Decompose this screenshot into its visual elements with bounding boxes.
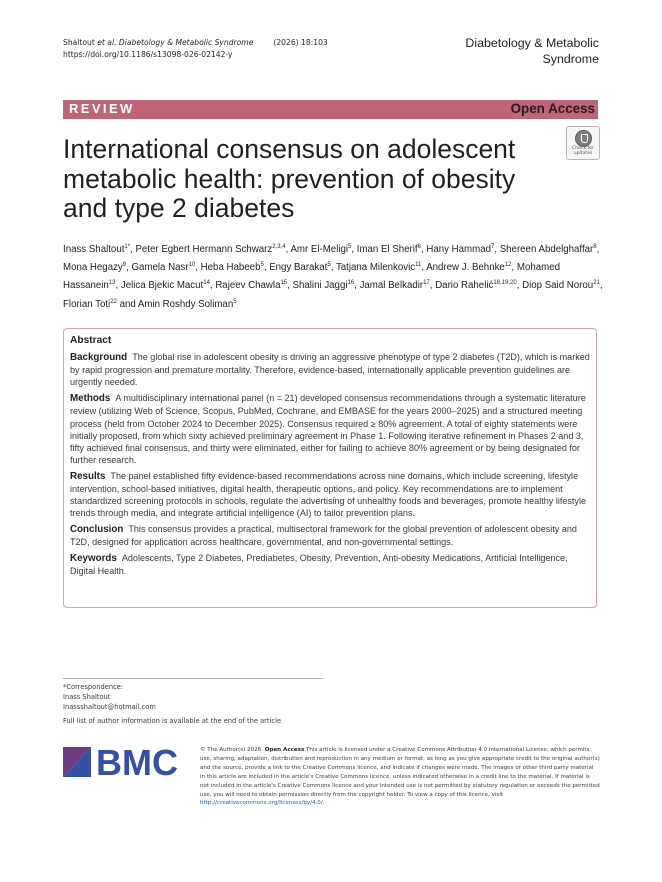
journal-name-line1: Diabetology & Metabolic [465,36,599,50]
section-label: Methods [70,393,111,405]
license-link[interactable]: http://creativecommons.org/licenses/by/4.0/ [200,800,323,807]
author [293,280,355,291]
author-name: Inass Shaltout [63,244,125,255]
citation-journal: Diabetology & Metabolic Syndrome [118,38,254,47]
author-name: Dario Rahelić [435,280,494,292]
author [522,280,600,291]
author-name: Gamela Nasr [131,262,189,274]
author-name: Diop Said Norou [522,280,594,292]
author-affiliation: 9 [122,262,127,269]
abstract-methods [70,392,590,466]
author-name: Tatjana Milenkovic [335,262,416,274]
correspondence-name: Inass Shaltout [63,693,111,702]
author-affiliation: 7 [490,244,495,250]
author-name: Heba Habeeb [200,262,261,274]
author [121,280,210,291]
author [201,262,264,273]
correspondence-label: *Correspondence: [63,683,124,691]
author-affiliation: 2,3,4 [272,244,286,250]
correspondence [63,682,156,713]
author-affiliation: 17 [423,280,430,287]
author [500,244,597,255]
author-affiliation: 5 [327,262,331,269]
author-affiliation: 5 [233,298,237,305]
section-label: Results [70,470,106,482]
license-open-access: Open Access [264,747,305,753]
author-name: Shereen Abdelghaffar [499,244,594,255]
author-name: Amr El-Meligi [290,244,349,255]
check-for-updates-label [567,146,599,156]
author-name: Mona Hegazy [63,262,123,274]
author [360,280,430,291]
abstract-keywords [70,552,590,577]
author [135,244,285,255]
abstract-box [63,328,597,608]
abstract-heading: Abstract [70,335,112,346]
author-affiliation: 15 [280,280,288,287]
author [426,244,494,255]
author-name: Peter Egbert Hermann Schwarz [135,244,273,255]
author-affiliation: 5 [348,244,352,250]
check-label-line1: Check for [572,146,594,151]
author [426,262,511,273]
author-affiliation: 16 [347,280,355,287]
author-name: Jelica Bjekic Macut [120,280,204,292]
section-text: This consensus provides a practical, multisectoral framework for the global prevention of adolescent obesity and T2D, designed for application across healthcare, governmental, and non-governmental settings. [70,524,577,548]
author-affiliation: 12 [504,262,512,269]
author [290,244,351,255]
check-for-updates-button[interactable] [566,126,600,160]
section-text: The global rise in adolescent obesity is driving an aggressive phenotype of type 2 diabetes (T2D), which is marked by rapid progression and premature mortality. Therefore, evidence-based, internationally applicable prevention guidelines are urgently needed. [70,352,590,388]
author-name: Rajeev Chawla [215,280,281,292]
abstract-results [70,470,590,520]
bookmark-icon [575,130,592,147]
author-affiliation: 18,19,20 [493,280,517,287]
author-affiliation: 22 [110,298,117,305]
section-text: A multidisciplinary international panel (n = 21) developed consensus recommendations through a systematic literature review (utilizing Web of Science, Scopus, PubMed, Cochrane, and EMBASE for the years 2000–2025) and a structured meeting process (held from October 2024 to December 2025). Consensus required ≥ 80% agreement. A total of eighty statements were initially proposed, from which sixty achieved preliminary agreement in Phase 1. Following iterative refinement in Phases 2 and 3, fifty achieved final consensus, and thirty were eliminated, either for failing to achieve 80% agreement or by being designated for further research. [70,393,586,466]
abstract-background [70,351,590,389]
author-name: Hany Hammad [426,244,491,255]
license-suffix: . [322,800,325,807]
author [63,244,130,255]
author-affiliation: 1* [124,244,131,250]
author-name: Amin Roshdy Soliman [137,298,234,310]
author-name: Engy Barakat [269,262,328,274]
author-name: Iman El Sherif [356,244,418,255]
author-affiliation: 10 [188,262,196,269]
author [269,262,331,273]
author [357,244,421,255]
citation-etal: et al. [97,38,117,47]
article-type-label: REVIEW [69,101,135,116]
journal-name [465,35,599,67]
running-header [63,37,328,60]
open-access-label: Open Access [510,101,595,116]
citation-author: Shaltout [63,38,98,47]
author-affiliation: 13 [108,280,116,287]
author-affiliation: 8 [593,244,597,250]
author [63,262,126,273]
license-text [200,746,600,808]
author [138,299,237,310]
citation-line [63,37,328,49]
author-affiliation: 5 [260,262,264,269]
author-affiliation: 14 [203,280,210,287]
article-title: International consensus on adolescent metabolic health: prevention of obesity and type 2 diabetes [63,134,516,223]
citation-volume: (2026) 18:103 [273,38,328,47]
author-affiliation: 6 [417,244,421,250]
author-list: Inass Shaltout$^{1*}$, Peter Egbert Hermann Schwarz$^{2,3,4}$, Amr El-Meligi$^5$, Iman El Sherif$^6$, Hany Hammad$^7$, Shereen Abdelghaffar$^8$, Mona Hegazy$^9$, Gamela Nasr$^{10}$, Heba Habeeb$^5$, Engy Barakat$^5$, Tatjana Milenkovic$^{11}$, Andrew J. Behnke$^{12}$, Mohamed Hassanein$^{13}$, Jelica Bjekic Macut$^{14}$, Rajeev Chawla$^{15}$, Shalini Jaggi$^{16}$, Jamal Belkadir$^{17}$, Dario Rahelić$^{18,19,20}$, Diop Said Norou$^{21}$, Florian Toti$^{22}$ and Amin Roshdy Soliman$^5$ [63,244,603,310]
section-label: Background [70,352,128,363]
author [435,280,517,291]
author-name: Florian Toti [63,298,111,310]
license-prefix: © The Author(s) 2026. [200,747,263,753]
check-label-line2: updates [573,151,593,156]
license-body: This article is licensed under a Creative Commons Attribution 4.0 International License, which permits use, sharing, adaptation, distribution and reproduction in any medium or format, as long as you give appropriate credit to the original author(s) and the source, provide a link to the Creative Commons licence, and indicate if changes were made. The images or other third party material in this article are included in the article's Creative Commons licence, unless indicated otherwise in a credit line to the material. If material is not included in the article's Creative Commons licence and your intended use is not permitted by statutory regulation or exceeds the permitted use, you will need to obtain permission directly from the copyright holder. To view a copy of this licence, visit [200,747,600,798]
footnote-divider [63,678,323,679]
bmc-logo [63,745,185,779]
author-affiliation: 11 [415,262,422,269]
journal-name-line2: Syndrome [542,52,599,66]
section-text: The panel established fifty evidence-based recommendations across nine domains, which include screening, lifestyle intervention, school-based initiatives, digital health, therapeutic options, and policy. Key recommendations are to implement standardized screening protocols in schools, regulate the advertising of unhealthy foods and beverages, promote healthy lifestyle trends through media, and integrate artificial intelligence (AI) to tailor prevention plans. [70,470,586,519]
section-label: Conclusion [70,524,124,536]
author [336,262,421,273]
author-name: Mohamed Hassanein [63,262,560,292]
section-label: Keywords [70,553,117,565]
article-type-band [63,100,598,119]
doi-link[interactable]: https://doi.org/10.1186/s13098-026-02142-y [63,49,233,59]
author-name: Andrew J. Behnke [426,262,505,274]
author [63,299,117,310]
author [132,262,196,273]
correspondence-email[interactable]: Inassshaltout@hotmail.com [63,703,156,712]
author-name: Jamal Belkadir [359,280,424,292]
author-affiliation: 21 [593,280,600,287]
abstract-conclusion [70,523,590,548]
logo-text: BMC [96,745,178,779]
section-text: Adolescents, Type 2 Diabetes, Prediabetes, Obesity, Prevention, Anti-obesity Medications, Artificial Intelligence, Digital Health. [70,553,568,577]
author-info-note: Full list of author information is available at the end of the article [63,717,282,725]
author [215,280,287,291]
author-name: Shalini Jaggi [292,280,348,292]
